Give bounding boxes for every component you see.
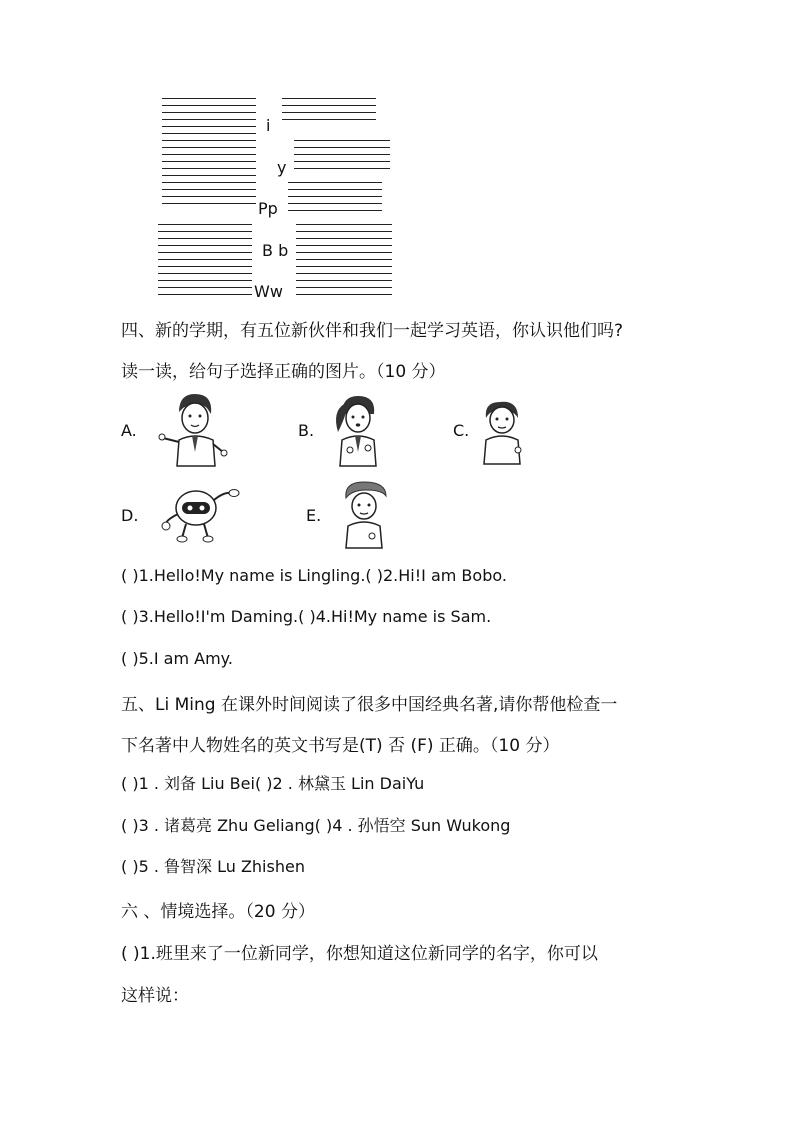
section-6-question: 这样说： xyxy=(121,986,189,1006)
practice-lines-right xyxy=(288,182,382,217)
robot-figure-icon xyxy=(160,484,240,544)
practice-letter: Pp xyxy=(258,199,278,218)
practice-letter: B b xyxy=(262,241,289,260)
practice-letter: Ww xyxy=(254,282,283,301)
practice-lines-right xyxy=(294,140,390,175)
option-label-b: B. xyxy=(298,421,315,440)
section-5-heading: 五、Li Ming 在课外时间阅读了很多中国经典名著,请你帮他检查一 xyxy=(121,695,618,715)
section-4-heading: 四、新的学期，有五位新伙伴和我们一起学习英语，你认识他们吗? xyxy=(121,321,624,341)
section-5-item: ( )1 . 刘备 Liu Bei( )2 . 林黛玉 Lin DaiYu xyxy=(121,774,425,793)
practice-lines-left xyxy=(162,98,256,210)
section-5-item: ( )5 . 鲁智深 Lu Zhishen xyxy=(121,857,305,876)
practice-lines-left xyxy=(158,224,252,301)
section-4-heading: 读一读，给句子选择正确的图片。（10 分） xyxy=(121,362,446,382)
practice-letter: y xyxy=(277,158,287,177)
practice-lines-right xyxy=(296,224,392,301)
section-6-question: ( )1.班里来了一位新同学，你想知道这位新同学的名字，你可以 xyxy=(121,944,598,964)
section-5-heading: 下名著中人物姓名的英文书写是(T) 否 (F) 正确。（10 分） xyxy=(121,736,560,756)
boy-speaking-figure-icon xyxy=(157,390,229,468)
boy-curly-hair-figure-icon xyxy=(474,398,530,466)
option-label-d: D. xyxy=(121,506,139,525)
section-4-item: ( )5.I am Amy. xyxy=(121,649,233,668)
girl-ponytail-figure-icon xyxy=(328,392,390,468)
option-label-a: A. xyxy=(121,421,137,440)
option-label-c: C. xyxy=(453,421,470,440)
practice-letter: i xyxy=(266,116,271,135)
section-5-item: ( )3 . 诸葛亮 Zhu Geliang( )4 . 孙悟空 Sun Wukong xyxy=(121,816,511,835)
girl-bun-hair-figure-icon xyxy=(336,480,396,550)
section-4-item: ( )3.Hello!I'm Daming.( )4.Hi!My name is Sam. xyxy=(121,607,492,626)
option-label-e: E. xyxy=(306,506,322,525)
section-4-item: ( )1.Hello!My name is Lingling.( )2.Hi!I am Bobo. xyxy=(121,566,507,585)
practice-lines-right xyxy=(282,98,376,126)
section-6-heading: 六 、情境选择。（20 分） xyxy=(121,902,315,922)
